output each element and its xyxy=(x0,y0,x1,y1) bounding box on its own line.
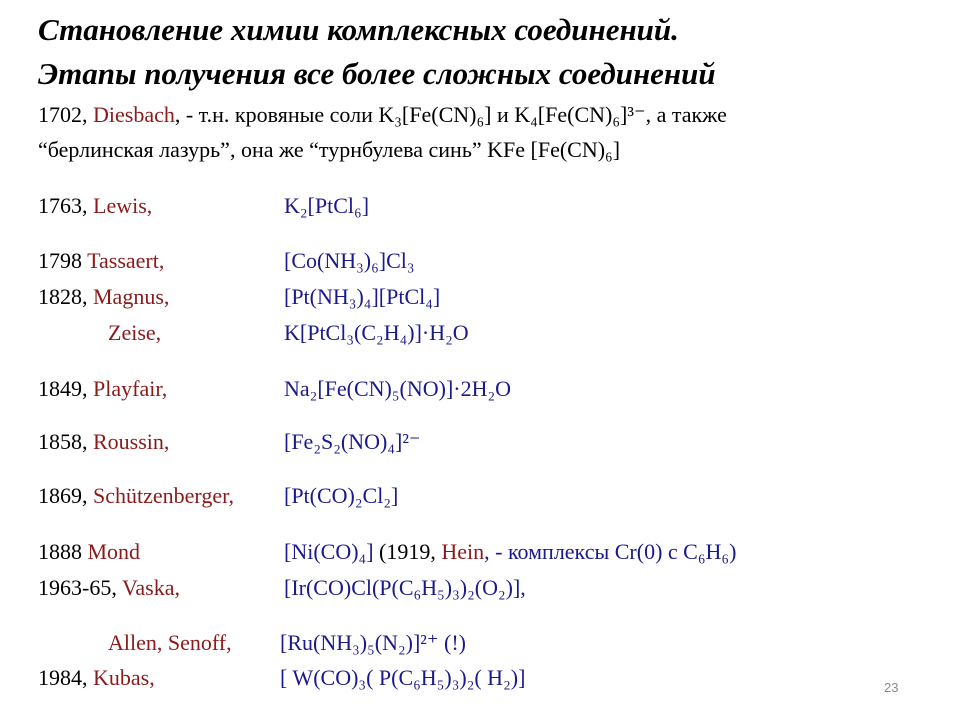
intro-text-2: и xyxy=(491,102,515,127)
entry-name: Tassaert, xyxy=(87,248,165,273)
entry-formula: [Ru(NH₃)₅(N₂)]²⁺ (!) xyxy=(280,630,466,655)
entry-name: Allen, Senoff, xyxy=(108,630,232,655)
entry-formula: [Pt(CO)₂Cl₂] xyxy=(284,483,399,508)
entry-row xyxy=(38,193,152,219)
note-text: , - комплексы Cr(0) с C₆H₆) xyxy=(484,539,737,564)
entry-name: Lewis, xyxy=(93,193,153,218)
entry-year: 1888 xyxy=(38,539,82,564)
intro-year: 1702, xyxy=(38,102,88,127)
entry-formula: [Pt(NH₃)₄][PtCl₄] xyxy=(284,284,441,309)
slide-title xyxy=(38,8,938,96)
entry-name: Playfair, xyxy=(93,376,168,401)
entry-name: Kubas, xyxy=(93,665,155,690)
entry-year: 1869, xyxy=(38,483,88,508)
entry-row xyxy=(38,429,169,455)
title-line-1: Становление химии комплексных соединений. xyxy=(38,12,679,47)
entry-row xyxy=(38,665,155,691)
entry-name: Magnus, xyxy=(93,284,170,309)
page-number: 23 xyxy=(884,680,899,695)
intro-formula-1: K₃[Fe(CN)₆] xyxy=(378,102,492,127)
entry-name: Vaska, xyxy=(121,575,180,600)
entry-row xyxy=(38,539,140,565)
intro-line-1 xyxy=(38,102,727,128)
entry-year: 1798 xyxy=(38,248,82,273)
entry-formula: [Ir(CO)Cl(P(C₆H₅)₃)₂(O₂)], xyxy=(284,575,526,600)
entry-formula: [ W(CO)₃( P(C₆H₅)₃)₂( H₂)] xyxy=(280,665,526,690)
entry-name: Mond xyxy=(87,539,141,564)
entry-row xyxy=(108,320,161,346)
note-name: Hein xyxy=(441,539,485,564)
entry-row xyxy=(38,575,180,601)
entry-formula-with-note xyxy=(284,539,736,565)
intro-text-3: , а также xyxy=(645,102,727,127)
entry-year: 1984, xyxy=(38,665,88,690)
entry-row xyxy=(108,630,232,656)
entry-row xyxy=(38,483,234,509)
entry-row xyxy=(38,248,164,274)
entry-formula: K₂[PtCl₆] xyxy=(284,193,370,218)
note-year: (1919, xyxy=(379,539,436,564)
entry-year: 1849, xyxy=(38,376,88,401)
entry-formula: [Co(NH₃)₆]Cl₃ xyxy=(284,248,415,273)
entry-row xyxy=(38,376,167,402)
intro-formula-2: K₄[Fe(CN)₆]³⁻ xyxy=(514,102,646,127)
entry-year: 1763, xyxy=(38,193,88,218)
intro-text-1: , - т.н. кровяные соли xyxy=(174,102,379,127)
entry-name: Schützenberger, xyxy=(93,483,235,508)
entry-formula: Na₂[Fe(CN)₅(NO)]·2H₂O xyxy=(284,376,512,401)
intro-name: Diesbach xyxy=(93,102,175,127)
entry-name: Zeise, xyxy=(108,320,162,345)
entry-formula: [Ni(CO)₄] xyxy=(284,539,374,564)
title-line-2: Этапы получения все более сложных соединений xyxy=(38,56,716,91)
entry-row xyxy=(38,284,169,310)
entry-name: Roussin, xyxy=(93,429,170,454)
entry-year: 1828, xyxy=(38,284,88,309)
entry-year: 1963-65, xyxy=(38,575,117,600)
entry-formula: K[PtCl₃(C₂H₄)]·H₂O xyxy=(284,320,469,345)
entry-formula: [Fe₂S₂(NO)₄]²⁻ xyxy=(284,429,421,454)
intro-line-2: “берлинская лазурь”, она же “турнбулева синь” KFe [Fe(CN)₆] xyxy=(38,137,621,162)
entry-year: 1858, xyxy=(38,429,88,454)
